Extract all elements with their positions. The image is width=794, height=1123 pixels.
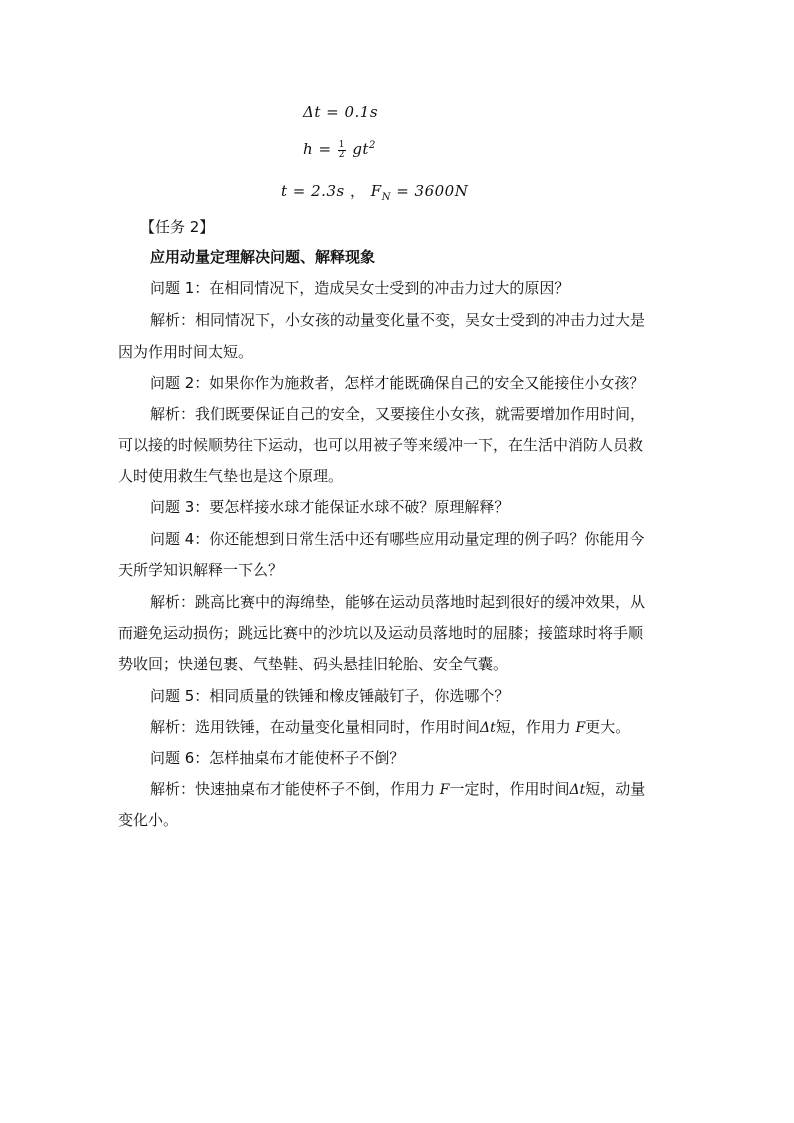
fraction-numerator: 1: [338, 139, 346, 150]
task-heading: 【任务 2】: [140, 218, 215, 236]
answer-6-line-2: 变化小。: [118, 811, 179, 829]
answer-2-line-3: 人时使用救生气垫也是这个原理。: [118, 467, 344, 485]
answer-1-line-2: 因为作用时间太短。: [118, 343, 254, 361]
answer-5-text-1: 解析：选用铁锤，在动量变化量相同时，作用时间: [150, 718, 481, 736]
answer-5-text-2: 短，作用力: [495, 718, 576, 736]
answer-5: [150, 717, 678, 738]
delta-t-symbol: Δt: [480, 720, 496, 736]
answer-4-line-2: 而避免运动损伤；跳远比赛中的沙坑以及运动员落地时的屈膝；接篮球时将手顺: [118, 624, 644, 642]
equation-separator: ，: [349, 182, 366, 200]
question-1: 问题 1：在相同情况下，造成吴女士受到的冲击力过大的原因？: [150, 279, 570, 297]
question-5: 问题 5：相同质量的铁锤和橡皮锤敲钉子，你选哪个？: [150, 687, 510, 705]
equation-time: t = 2.3s: [281, 182, 345, 200]
equation-exponent: 2: [368, 140, 376, 151]
answer-4-line-1: 解析：跳高比赛中的海绵垫，能够在运动员落地时起到很好的缓冲效果，从: [150, 593, 646, 611]
fraction-denominator: 2: [338, 149, 346, 160]
equation-force-subscript: N: [381, 192, 391, 203]
question-4-line-2: 天所学知识解释一下么？: [118, 561, 284, 579]
equation-rhs: gt: [352, 140, 369, 158]
question-4-line-1: 问题 4：你还能想到日常生活中还有哪些应用动量定理的例子吗？你能用今: [150, 530, 645, 548]
force-symbol: F: [439, 782, 450, 798]
question-3: 问题 3：要怎样接水球才能保证水球不破？原理解释？: [150, 498, 510, 516]
answer-2-line-1: 解析：我们既要保证自己的安全，又要接住小女孩，就需要增加作用时间，: [150, 405, 646, 423]
answer-5-text-3: 更大。: [585, 718, 631, 736]
equation-lhs: Δt: [303, 103, 321, 121]
answer-6-text-1: 解析：快速抽桌布才能使杯子不倒，作用力: [150, 780, 440, 798]
fraction: [338, 141, 346, 160]
equation-delta-t: Δt = 0.1s: [303, 103, 379, 121]
equation-time-force: [281, 180, 468, 203]
delta-t-symbol: Δt: [569, 782, 586, 798]
force-symbol: F: [575, 720, 586, 736]
answer-1-line-1: 解析：相同情况下，小女孩的动量变化量不变，吴女士受到的冲击力过大是: [150, 311, 646, 329]
question-2: 问题 2：如果你作为施救者，怎样才能既确保自己的安全又能接住小女孩？: [150, 374, 645, 392]
equation-force-value: = 3600N: [396, 182, 469, 200]
answer-4-line-3: 势收回；快递包裹、气垫鞋、码头悬挂旧轮胎、安全气囊。: [118, 655, 509, 673]
equation-lhs: h: [303, 140, 314, 158]
answer-2-line-2: 可以接的时候顺势往下运动，也可以用被子等来缓冲一下，在生活中消防人员救: [118, 436, 644, 454]
equation-force-symbol: F: [370, 182, 382, 200]
section-title: 应用动量定理解决问题、解释现象: [150, 248, 376, 266]
answer-6-text-2: 一定时，作用时间: [449, 780, 570, 798]
question-6: 问题 6：怎样抽桌布才能使杯子不倒？: [150, 749, 405, 767]
answer-6-text-3: 短，动量: [585, 780, 646, 798]
equation-height: h = $\frac{1}{2}$ $gt^2$: [303, 139, 376, 160]
equation-rhs: 0.1s: [344, 103, 379, 121]
answer-6-line-1: [150, 779, 678, 800]
